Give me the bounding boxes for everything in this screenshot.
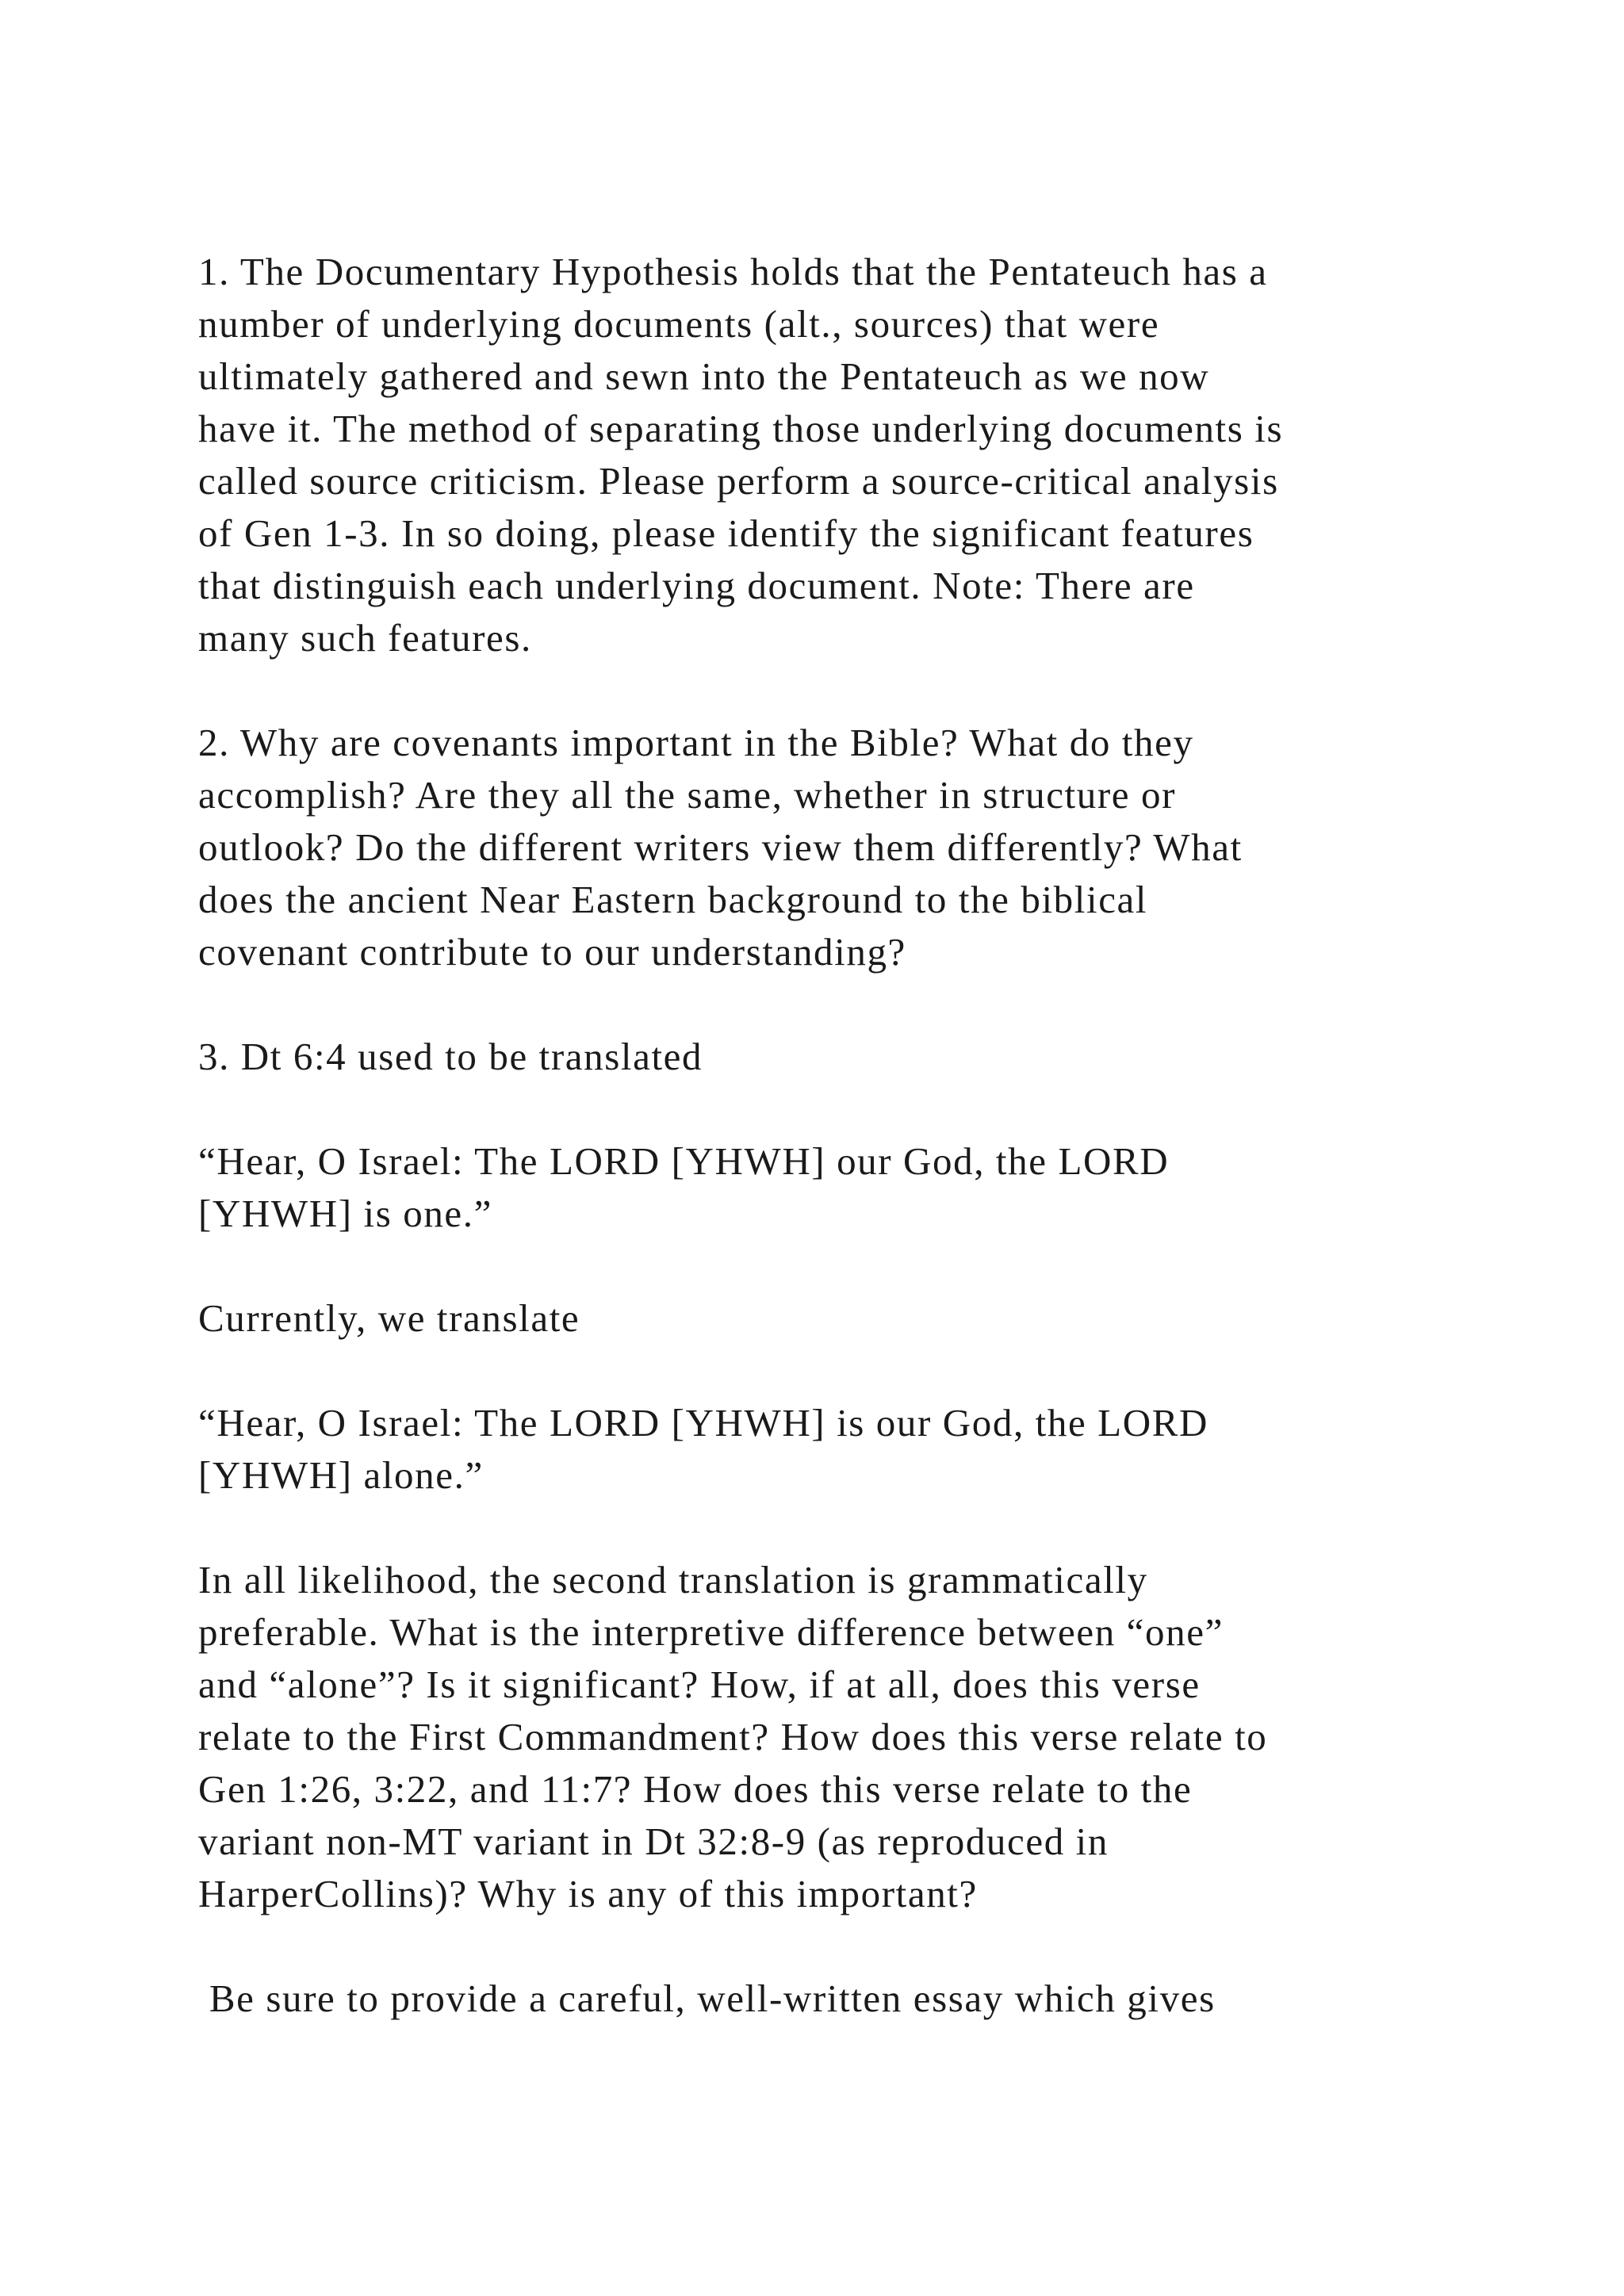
text-line: have it. The method of separating those underlying documents is: [198, 407, 1284, 450]
text-line: number of underlying documents (alt., sources) that were: [198, 302, 1160, 346]
text-line: ultimately gathered and sewn into the Pentateuch as we now: [198, 354, 1210, 398]
text-line: called source criticism. Please perform a source-critical analysis: [198, 459, 1279, 503]
paragraph-gap: [198, 978, 1483, 1031]
text-line: preferable. What is the interpretive difference between “one”: [198, 1610, 1224, 1654]
text-line: Currently, we translate: [198, 1296, 580, 1340]
paragraph-currently: [198, 1292, 1483, 1345]
document-body: [198, 246, 1483, 2025]
paragraph-question-2: [198, 717, 1483, 978]
text-line: Gen 1:26, 3:22, and 11:7? How does this verse relate to the: [198, 1767, 1193, 1811]
text-line: [YHWH] alone.”: [198, 1453, 484, 1497]
paragraph-gap: [198, 664, 1483, 717]
text-line: Be sure to provide a careful, well-written essay which gives: [198, 1976, 1216, 2020]
paragraph-interpretation: [198, 1554, 1483, 1920]
text-line: variant non-MT variant in Dt 32:8-9 (as reproduced in: [198, 1820, 1109, 1863]
text-line: 3. Dt 6:4 used to be translated: [198, 1035, 703, 1078]
text-line: [YHWH] is one.”: [198, 1192, 492, 1235]
text-line: “Hear, O Israel: The LORD [YHWH] our God, the LORD: [198, 1139, 1170, 1183]
quote-new-translation: [198, 1397, 1483, 1502]
text-line: does the ancient Near Eastern background to the biblical: [198, 878, 1148, 921]
paragraph-gap: [198, 1240, 1483, 1292]
text-line: 2. Why are covenants important in the Bible? What do they: [198, 721, 1194, 764]
text-line: that distinguish each underlying document. Note: There are: [198, 564, 1195, 607]
text-line: covenant contribute to our understanding?: [198, 930, 906, 974]
paragraph-question-1: [198, 246, 1483, 664]
text-line: HarperCollins)? Why is any of this important?: [198, 1872, 978, 1915]
paragraph-gap: [198, 1345, 1483, 1397]
text-line: of Gen 1-3. In so doing, please identify the significant features: [198, 511, 1254, 555]
paragraph-gap: [198, 1083, 1483, 1135]
quote-old-translation: [198, 1135, 1483, 1240]
text-line: 1. The Documentary Hypothesis holds that the Pentateuch has a: [198, 250, 1268, 293]
text-line: relate to the First Commandment? How does this verse relate to: [198, 1715, 1268, 1758]
text-line: “Hear, O Israel: The LORD [YHWH] is our God, the LORD: [198, 1401, 1208, 1445]
paragraph-gap: [198, 1502, 1483, 1554]
text-line: many such features.: [198, 616, 532, 660]
text-line: and “alone”? Is it significant? How, if at all, does this verse: [198, 1663, 1201, 1706]
paragraph-gap: [198, 1920, 1483, 1973]
text-line: outlook? Do the different writers view them differently? What: [198, 825, 1243, 869]
text-line: accomplish? Are they all the same, whether in structure or: [198, 773, 1177, 817]
paragraph-instructions: [198, 1973, 1483, 2025]
paragraph-question-3: [198, 1031, 1483, 1083]
text-line: In all likelihood, the second translation is grammatically: [198, 1558, 1148, 1601]
